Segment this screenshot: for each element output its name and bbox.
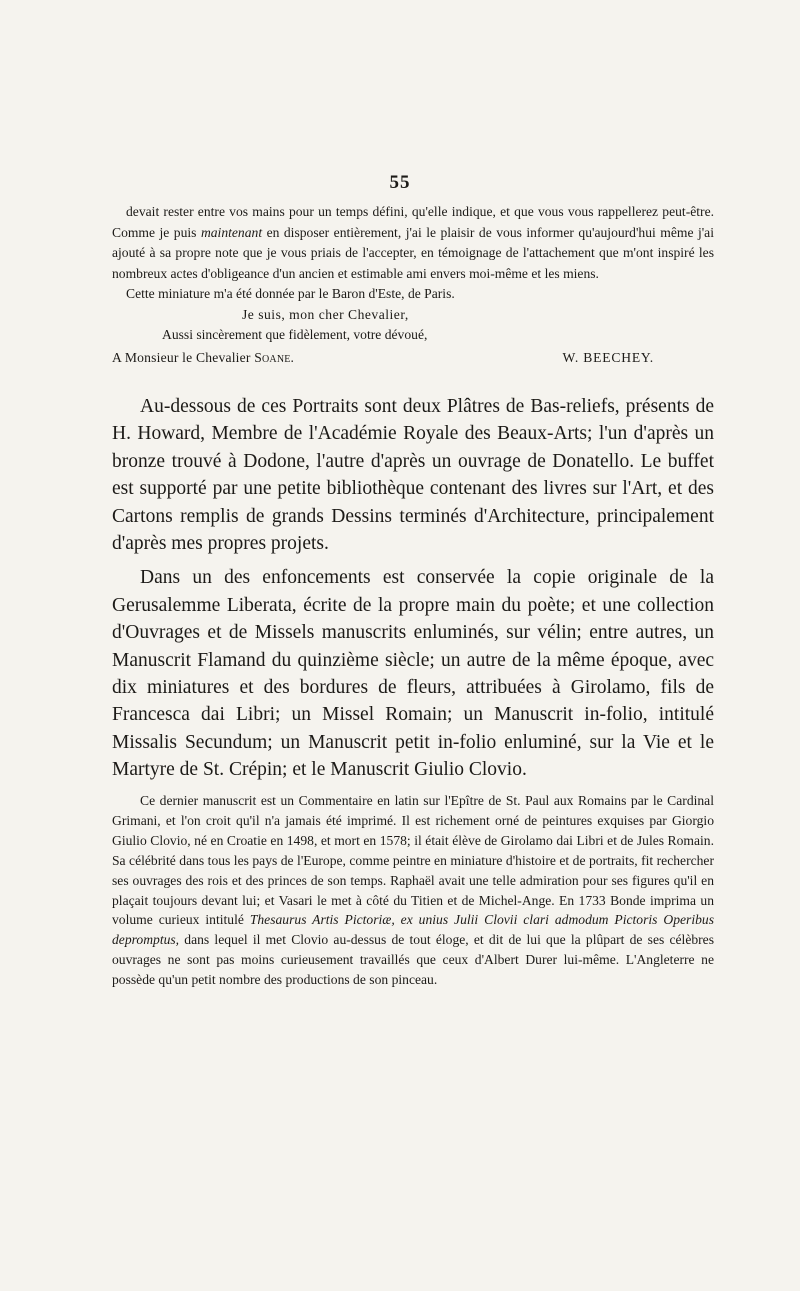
- footnote-text-1: Ce dernier manuscrit est un Commentaire en latin sur l'Epître de St. Paul aux Romains par le Cardinal Grimani, et l'on croit qu'il n'a jamais été imprimé. Il est richement orné de peintures exquises par Giorgio Giulio Clovio, né en Croatie en 1498, et mort en 1578; il était élève de Girolamo dai Libri et de Jules Romain. Sa célébrité dans tous les pays de l'Europe, comme peintre en miniature d'histoire et de portraits, fit rechercher ses ouvrages des rois et des princes de son temps. Raphaël avait une telle admiration pour ses figures qu'il en plaçait toujours devant lui; et Vasari le met à côté du Titien et de Michel-Ange. En 1733 Bonde imprima un volume curieux intitulé: [112, 793, 714, 928]
- footnote-book-title: Thesaurus Artis Pictoriæ, ex unius Julii Clovii clari admodum Pictoris Operibus depromptus,: [112, 912, 714, 948]
- footnote-text-2: dans lequel il met Clovio au-dessus de tout éloge, et dit de lui que la plûpart de ses célèbres ouvrages ne sont pas moins curieusement travaillés que ceux d'Albert Durer lui-même. L'Angleterre ne possède qu'un petit nombre des productions de son pinceau.: [112, 932, 714, 988]
- main-text: [112, 393, 714, 784]
- addressee-text: A Monsieur le Chevalier: [112, 349, 255, 365]
- body-paragraph-1: Au-dessous de ces Portraits sont deux Plâtres de Bas-reliefs, présents de H. Howard, Membre de l'Académie Royale des Beaux-Arts; l'un d'après un bronze trouvé à Dodone, l'autre d'après un ouvrage de Donatello. Le buffet est supporté par une petite bibliothèque contenant des livres sur l'Art, et des Cartons remplis de grands Dessins terminés d'Architecture, principalement d'après mes propres projets.: [112, 396, 714, 555]
- page-number: 55: [389, 172, 411, 193]
- letter-paragraph: [112, 202, 714, 284]
- letter-closing-1: Je suis, mon cher Chevalier,: [242, 306, 409, 322]
- letter-emphasis: maintenant: [200, 224, 263, 240]
- body-paragraph-2: Dans un des enfoncements est conservée la copie originale de la Gerusalemme Liberata, écrite de la propre main du poète; et une collection d'Ouvrages et de Missels manuscrits enluminés, sur vélin; entre autres, un Manuscrit Flamand du quinzième siècle; un autre de la même époque, avec dix miniatures et des bordures de fleurs, attribuées à Girolamo, fils de Francesca dai Libri; un Missel Romain; un Manuscrit in-folio, intitulé Missalis Secundum; un Manuscrit petit in-folio enluminé, sur la Vie et le Martyre de St. Crépin; et le Manuscrit Giulio Clovio.: [112, 567, 714, 781]
- footnote: [112, 791, 714, 990]
- letter-text: devait rester entre vos mains pour un temps défini, qu'elle indique, et que vous vous rappellerez peut-être. Comme je puis: [112, 204, 714, 240]
- letter-addressee: [112, 348, 294, 369]
- letter-paragraph-2: Cette miniature m'a été donnée par le Baron d'Este, de Paris.: [126, 286, 455, 301]
- letter-closing-2: Aussi sincèrement que fidèlement, votre dévoué,: [162, 327, 428, 342]
- letter-excerpt: [112, 202, 714, 368]
- letter-signature: W. BEECHEY.: [562, 349, 654, 365]
- footnote-paragraph: [112, 791, 714, 990]
- letter-signoff: [112, 348, 714, 369]
- addressee-name: Soane.: [254, 349, 295, 365]
- letter-text-rest: en disposer entièrement, j'ai le plaisir de vous informer qu'aujourd'hui même j'ai ajouté à sa propre note que je vous priais de l'accepter, en témoignage de l'attachement que m'ont inspiré les nombreux actes d'obligeance d'un ancien et estimable ami envers moi-même et les miens.: [112, 224, 714, 281]
